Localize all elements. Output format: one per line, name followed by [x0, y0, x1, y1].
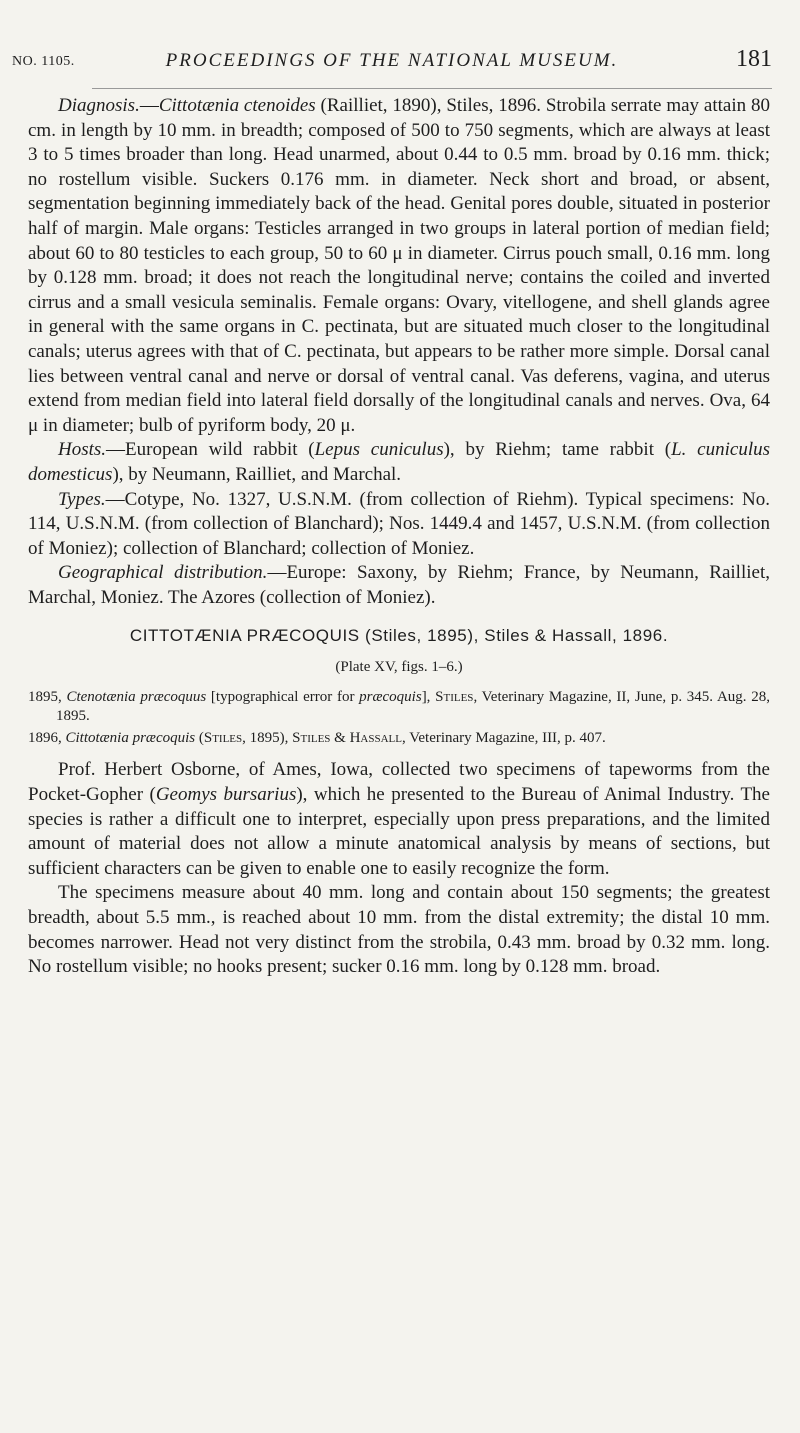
hosts-label: Hosts.	[58, 439, 107, 461]
syn-year: 1896,	[28, 729, 66, 746]
osborne-text-1: Prof. Herbert Osborne, of Ames, Iowa, collected two specimens of tapeworms from the Pocket-Gopher (	[28, 759, 770, 806]
types-text: —Cotype, No. 1327, U.S.N.M. (from collection of Riehm). Typical specimens: No. 114, U.S.N.M. (from collection of Blanchard); Nos. 1449.4 and 1457, U.S.N.M. (from collection of Moniez); collection of Blanchard; collection of Moniez.	[28, 488, 770, 559]
types-label: Types.	[58, 488, 106, 510]
geo-label: Geographical distribution.	[58, 562, 268, 584]
syn-note: (	[195, 729, 204, 746]
hosts-text-1: —European wild rabbit (	[106, 439, 315, 461]
plate-reference: (Plate XV, figs. 1–6.)	[335, 659, 463, 676]
diagnosis-species: Cittotænia ctenoides	[158, 95, 316, 116]
header-rule	[92, 88, 772, 89]
hosts-paragraph	[28, 438, 770, 487]
syn-rest: , Veterinary Magazine, II, June, p. 345. Aug. 28, 1895.	[56, 688, 770, 725]
hosts-species-2: L. cuniculus domesticus	[28, 439, 771, 485]
hosts-species-1: Lepus cuniculus	[314, 439, 444, 461]
running-title: PROCEEDINGS OF THE NATIONAL MUSEUM.	[165, 50, 619, 71]
hosts-text-2: ), by Riehm; tame rabbit (	[443, 439, 672, 461]
syn-rest: , Veterinary Magazine, III, p. 407.	[401, 729, 606, 746]
geo-paragraph	[28, 561, 770, 610]
syn-name: Cittotænia præcoquis	[65, 729, 196, 746]
diagnosis-text: (Railliet, 1890), Stiles, 1896. Strobila serrate may attain 80 cm. in length by 10 mm. in breadth; composed of 500 to 750 segments, which are always at least 3 to 5 times broader than long. Head unarmed, about 0.44 to 0.5 mm. broad by 0.16 mm. thick; no rostellum visible. Suckers 0.176 mm. in diameter. Neck short and broad, or absent, segmentation beginning immediately back of the head. Genital pores double, situated in posterior half of margin. Male organs: Testicles arranged in two groups in lateral portion of median field; about 60 to 80 testicles to each group, 50 to 60 μ in diameter. Cirrus pouch small, 0.16 mm. long by 0.128 mm. broad; it does not reach the longitudinal nerve; contains the coiled and inverted cirrus and a small vesicula seminalis. Female organs: Ovary, vitellogene, and shell glands agree in general with the same organs in C. pectinata, but are situated much closer to the longitudinal canals; uterus agrees with that of C. pectinata, but appears to be rather more simple. Dorsal canal lies between ventral canal and nerve or dorsal of ventral canal. Vas deferens, vagina, and uterus extend from median field into lateral field dorsally of the longitudinal canals and nerves. Ova, 64 μ in diameter; bulb of pyriform body, 20 μ.	[28, 95, 770, 436]
running-head	[12, 46, 772, 86]
osborne-paragraph	[28, 758, 770, 881]
synonymy-entry	[28, 688, 770, 727]
diagnosis-label: Diagnosis.	[58, 95, 140, 116]
page-body	[28, 94, 770, 980]
syn-author: ], Stiles	[421, 688, 474, 705]
issue-number: NO. 1105.	[12, 54, 75, 69]
page-number: 181	[736, 46, 772, 72]
section-heading: CITTOTÆNIA PRÆCOQUIS (Stiles, 1895), Stiles & Hassall, 1896.	[129, 626, 669, 646]
diagnosis-paragraph: Diagnosis.—Cittotænia ctenoides (Railliet, 1890), Stiles, 1896. Strobila serrate may attain 80 cm. in length by 10 mm. in breadth; composed of 500 to 750 segments, which are always at least 3 to 5 times broader than long. Head unarmed, about 0.44 to 0.5 mm. broad by 0.16 mm. thick; no rostellum visible. Suckers 0.176 mm. in diameter. Neck short and broad, or absent, segmentation beginning immediately back of the head. Genital pores double, situated in posterior half of margin. Male organs: Testicles arranged in two groups in lateral portion of median field; about 60 to 80 testicles to each group, 50 to 60 μ in diameter. Cirrus pouch small, 0.16 mm. long by 0.128 mm. broad; it does not reach the longitudinal nerve; contains the coiled and inverted cirrus and a small vesicula seminalis. Female organs: Ovary, vitellogene, and shell glands agree in general with the same organs in C. pectinata, but are situated much closer to the longitudinal canals; uterus agrees with that of C. pectinata, but appears to be rather more simple. Dorsal canal lies between ventral canal and nerve or dorsal of ventral canal. Vas deferens, vagina, and uterus extend from median field into lateral field dorsally of the longitudinal canals and nerves. Ova, 64 μ in diameter; bulb of pyriform body, 20 μ.	[28, 95, 770, 436]
hosts-text-3: ), by Neumann, Railliet, and Marchal.	[112, 463, 402, 485]
osborne-text-2: ), which he presented to the Bureau of Animal Industry. The species is rather a difficult one to interpret, especially upon press preparations, and the limited amount of material does not allow a minute anatomical analysis by means of sections, but sufficient characters can be given to enable one to easily recognize the form.	[28, 784, 770, 879]
syn-year: 1895,	[28, 688, 67, 705]
syn-correction: præcoquis	[359, 688, 422, 705]
types-paragraph	[28, 488, 770, 562]
geo-text: —Europe: Saxony, by Riehm; France, by Neumann, Railliet, Marchal, Moniez. The Azores (collection of Moniez).	[28, 562, 770, 608]
syn-note: [typographical error for	[206, 688, 360, 705]
host-species: Geomys bursarius	[155, 784, 297, 806]
syn-name: Ctenotænia præcoquus	[66, 688, 207, 705]
syn-author: Stiles, 1895), Stiles & Hassall	[203, 729, 402, 746]
specimens-paragraph: The specimens measure about 40 mm. long and contain about 150 segments; the greatest breadth, about 5.5 mm., is reached about 10 mm. from the distal extremity; the distal 10 mm. becomes narrower. Head not very distinct from the strobila, 0.43 mm. broad by 0.32 mm. long. No rostellum visible; no hooks present; sucker 0.16 mm. long by 0.128 mm. broad.	[28, 882, 770, 978]
synonymy-entry	[28, 729, 770, 749]
